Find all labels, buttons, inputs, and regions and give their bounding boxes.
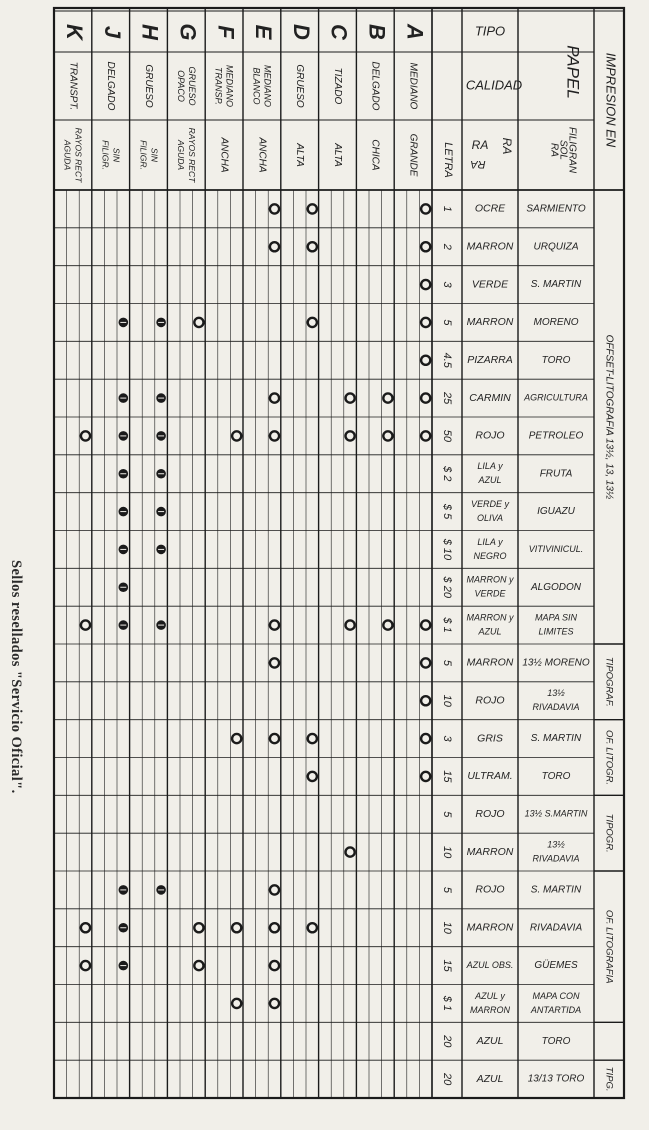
stamp-color: AZUL OBS. xyxy=(466,959,514,970)
stamp-name: ALGODON xyxy=(530,581,582,593)
stamp-value: 5 xyxy=(441,886,454,893)
stamp-color: MARRON xyxy=(470,1004,510,1015)
stamp-color: ULTRAM. xyxy=(467,770,513,783)
mark-ring xyxy=(81,431,90,440)
paper-code-e: E xyxy=(251,24,277,40)
header-tipo: TIPO xyxy=(474,23,506,39)
mark-ring xyxy=(421,696,430,705)
mark-ring xyxy=(270,885,279,894)
stamp-color: LILA y xyxy=(477,536,503,547)
mark-ring xyxy=(308,318,317,327)
stamp-value: 3 xyxy=(441,735,454,742)
mark-ring xyxy=(383,393,392,402)
header-papel: PAPEL xyxy=(563,45,583,99)
stamp-color: MARRON xyxy=(466,921,514,934)
stamp-name: S. MARTIN xyxy=(530,884,582,896)
stamp-name: VITIVINICUL. xyxy=(528,543,584,554)
paper-tipo: TIZADO xyxy=(331,67,343,105)
stamp-color: OLIVA xyxy=(476,512,504,523)
mark-ring xyxy=(421,393,430,402)
paper-code-g: G xyxy=(175,23,201,41)
stamp-name: S. MARTIN xyxy=(530,279,582,291)
mark-ring xyxy=(421,658,430,667)
mark-ring xyxy=(383,431,392,440)
mark-ring xyxy=(270,431,279,440)
mark-ring xyxy=(421,772,430,781)
paper-code-d: D xyxy=(288,24,314,40)
paper-tipo: DELGADO xyxy=(105,61,117,111)
paper-calidad: FILIGR. xyxy=(100,140,111,170)
paper-calidad: AGUDA xyxy=(176,139,187,171)
mark-ring xyxy=(308,242,317,251)
paper-tipo: MEDIANO xyxy=(224,64,235,108)
header-filigrana-line: SOL xyxy=(557,139,569,161)
paper-code-b: B xyxy=(364,24,390,40)
mark-ring xyxy=(346,847,355,856)
mark-ring xyxy=(270,999,279,1008)
stamp-name: PETROLEO xyxy=(528,430,584,442)
mark-ring xyxy=(421,280,430,289)
caption-text: Sellos resellados "Servicio Oficial". xyxy=(8,560,24,794)
stamp-name: IGUAZU xyxy=(537,506,575,518)
stamp-color: MARRON xyxy=(466,316,514,329)
mark-ring xyxy=(308,772,317,781)
mark-ring xyxy=(232,431,241,440)
header-calidad: CALIDAD xyxy=(465,77,523,93)
paper-code-k: K xyxy=(62,24,88,40)
stamp-name: GÜEMES xyxy=(534,960,578,972)
header-filigrana-line: RA xyxy=(548,143,560,157)
header-impresion: IMPRESION EN xyxy=(603,52,619,148)
stamp-value: $ 10 xyxy=(441,538,454,561)
stamp-value: 1 xyxy=(441,205,454,212)
stamp-color: GRIS xyxy=(477,732,503,745)
mark-ring xyxy=(270,734,279,743)
mark-ring xyxy=(421,204,430,213)
stamp-name: 13½ xyxy=(547,839,565,850)
stamp-value: $ 1 xyxy=(441,617,454,633)
stamp-name: TORO xyxy=(541,771,571,783)
paper-calidad: CHICA xyxy=(369,139,381,171)
mark-ring xyxy=(346,431,355,440)
stamp-value: 15 xyxy=(441,770,454,783)
paper-tipo: BLANCO xyxy=(251,67,262,105)
stamp-name: URQUIZA xyxy=(533,241,579,253)
paper-tipo: DELGADO xyxy=(369,61,381,111)
stamp-color: MARRON y xyxy=(466,612,514,623)
stamp-color: MARRON xyxy=(466,845,514,858)
paper-calidad: SIN xyxy=(149,147,160,163)
mark-ring xyxy=(346,393,355,402)
print-group-label: OF. LITOGRAFIA xyxy=(603,909,615,984)
paper-code-f: F xyxy=(213,25,239,39)
stamp-color: PIZARRA xyxy=(467,354,513,367)
stamp-color: VERDE xyxy=(474,588,506,599)
mark-ring xyxy=(421,242,430,251)
mark-ring xyxy=(194,318,203,327)
stamp-color: MARRON xyxy=(466,656,514,669)
header-ra-rot: RA xyxy=(470,158,486,171)
paper-tipo: MEDIANO xyxy=(407,62,419,110)
mark-ring xyxy=(421,356,430,365)
mark-ring xyxy=(308,923,317,932)
stamp-name: TORO xyxy=(541,354,571,366)
header-letra: LETRA xyxy=(442,142,455,178)
stamp-value: 15 xyxy=(441,959,454,972)
stamp-value: 10 xyxy=(441,845,454,859)
header-ra-mid: RA xyxy=(471,138,489,153)
paper-calidad: GRANDE xyxy=(407,133,419,177)
stamp-value: 50 xyxy=(441,429,454,443)
stamp-name: TORO xyxy=(541,1035,571,1047)
paper-calidad: RAYOS RECT xyxy=(187,127,198,183)
stamp-value: $ 20 xyxy=(441,576,454,598)
stamp-value: 5 xyxy=(441,811,454,818)
stamp-name: 13/13 TORO xyxy=(527,1073,585,1085)
stamp-name: MORENO xyxy=(533,317,579,329)
stamp-name: 13½ xyxy=(547,688,565,699)
paper-tipo: MEDIANO xyxy=(262,64,273,108)
stamp-value: 20 xyxy=(441,1072,454,1086)
print-group-label: TIPOGRAF. xyxy=(603,656,615,707)
mark-ring xyxy=(383,620,392,629)
stamp-color: AZUL xyxy=(478,626,502,637)
paper-calidad: SIN xyxy=(111,147,122,163)
paper-calidad: FILIGR. xyxy=(138,140,149,170)
paper-tipo: TRANSPT. xyxy=(67,61,79,111)
paper-tipo: GRUESO xyxy=(294,64,306,108)
stamp-name: ANTARTIDA xyxy=(530,1004,582,1015)
mark-ring xyxy=(421,620,430,629)
stamp-name: RIVADAVIA xyxy=(529,922,583,934)
stamp-color: VERDE y xyxy=(470,498,510,509)
stamp-color: ROJO xyxy=(475,694,505,707)
paper-tipo: OPACO xyxy=(175,70,186,102)
stamp-value: $ 1 xyxy=(441,995,454,1012)
stamp-name: SARMIENTO xyxy=(526,203,586,215)
mark-ring xyxy=(270,242,279,251)
stamp-color: OCRE xyxy=(474,202,506,215)
stamp-name: MAPA SIN xyxy=(534,612,578,623)
paper-calidad: ALTA xyxy=(331,143,343,167)
mark-ring xyxy=(270,620,279,629)
stamp-color: AZUL xyxy=(476,1072,504,1085)
mark-ring xyxy=(232,999,241,1008)
mark-ring xyxy=(421,431,430,440)
stamp-color: NEGRO xyxy=(473,550,507,561)
mark-ring xyxy=(232,734,241,743)
mark-ring xyxy=(270,961,279,970)
mark-ring xyxy=(81,961,90,970)
print-group-label: OFFSET-LITOGRAFIA 13½, 13, 13½ xyxy=(603,334,615,500)
stamp-name: 13½ MORENO xyxy=(522,657,590,669)
mark-ring xyxy=(232,923,241,932)
stamp-value: 25 xyxy=(441,391,454,405)
stamp-value: $ 2 xyxy=(441,466,454,482)
stamp-name: S. MARTIN xyxy=(530,733,582,745)
stamp-name: 13½ S.MARTIN xyxy=(524,808,588,819)
mark-ring xyxy=(81,620,90,629)
print-group-label: TIPG. xyxy=(603,1066,615,1092)
stamp-value: 5 xyxy=(441,659,454,666)
stamp-color: MARRON xyxy=(466,240,514,253)
header-filigrana-line: FILIGRAN xyxy=(566,126,578,174)
stamp-value: 5 xyxy=(441,319,454,326)
stamp-value: $ 5 xyxy=(441,503,454,520)
stamp-color: ROJO xyxy=(475,883,505,896)
stamp-name: MAPA CON xyxy=(532,990,580,1001)
print-group-label: TIPOGR. xyxy=(603,813,615,853)
stamp-value: 2 xyxy=(441,243,454,250)
mark-ring xyxy=(421,734,430,743)
stamp-color: ROJO xyxy=(475,808,505,821)
mark-ring xyxy=(194,923,203,932)
stamp-color: AZUL xyxy=(476,1035,504,1048)
stamp-color: ROJO xyxy=(475,429,505,442)
mark-ring xyxy=(270,393,279,402)
paper-calidad: ANCHA xyxy=(218,137,230,173)
mark-ring xyxy=(421,318,430,327)
paper-tipo: GRUESO xyxy=(142,64,154,108)
mark-ring xyxy=(308,204,317,213)
stamp-color: LILA y xyxy=(477,461,503,472)
stamp-color: AZUL xyxy=(478,475,502,486)
paper-code-c: C xyxy=(326,24,352,40)
paper-calidad: AGUDA xyxy=(62,139,73,171)
stamp-name: LIMITES xyxy=(538,626,574,637)
paper-code-j: J xyxy=(99,25,125,39)
mark-ring xyxy=(270,658,279,667)
paper-tipo: TRANSP. xyxy=(213,67,224,105)
mark-ring xyxy=(270,923,279,932)
mark-ring xyxy=(308,734,317,743)
stamp-color: CARMIN xyxy=(469,391,511,404)
paper-code-a: A xyxy=(402,24,428,40)
stamp-name: RIVADAVIA xyxy=(532,702,580,713)
paper-calidad: ANCHA xyxy=(256,137,268,173)
mark-ring xyxy=(346,620,355,629)
stamp-value: 20 xyxy=(441,1035,454,1048)
stamp-color: VERDE xyxy=(471,278,509,291)
paper-calidad: ALTA xyxy=(294,143,306,167)
stamp-value: 4.5 xyxy=(441,352,454,368)
mark-ring xyxy=(270,204,279,213)
paper-code-h: H xyxy=(137,24,163,40)
stamp-name: FRUTA xyxy=(539,468,573,480)
stamp-name: AGRICULTURA xyxy=(524,392,588,403)
stamp-color: MARRON y xyxy=(466,574,514,585)
paper-tipo: GRUESO xyxy=(186,66,197,106)
paper-calidad: RAYOS RECT xyxy=(73,127,84,183)
stamp-value: 3 xyxy=(441,281,454,288)
stamp-value: 10 xyxy=(441,694,454,707)
mark-ring xyxy=(194,961,203,970)
stamp-color: AZUL y xyxy=(475,990,505,1001)
mark-ring xyxy=(81,923,90,932)
print-group-label: OF. LITOGR. xyxy=(603,729,615,786)
stamp-name: RIVADAVIA xyxy=(532,853,580,864)
stamp-value: 10 xyxy=(441,921,454,934)
header-ra: RA xyxy=(499,137,514,155)
